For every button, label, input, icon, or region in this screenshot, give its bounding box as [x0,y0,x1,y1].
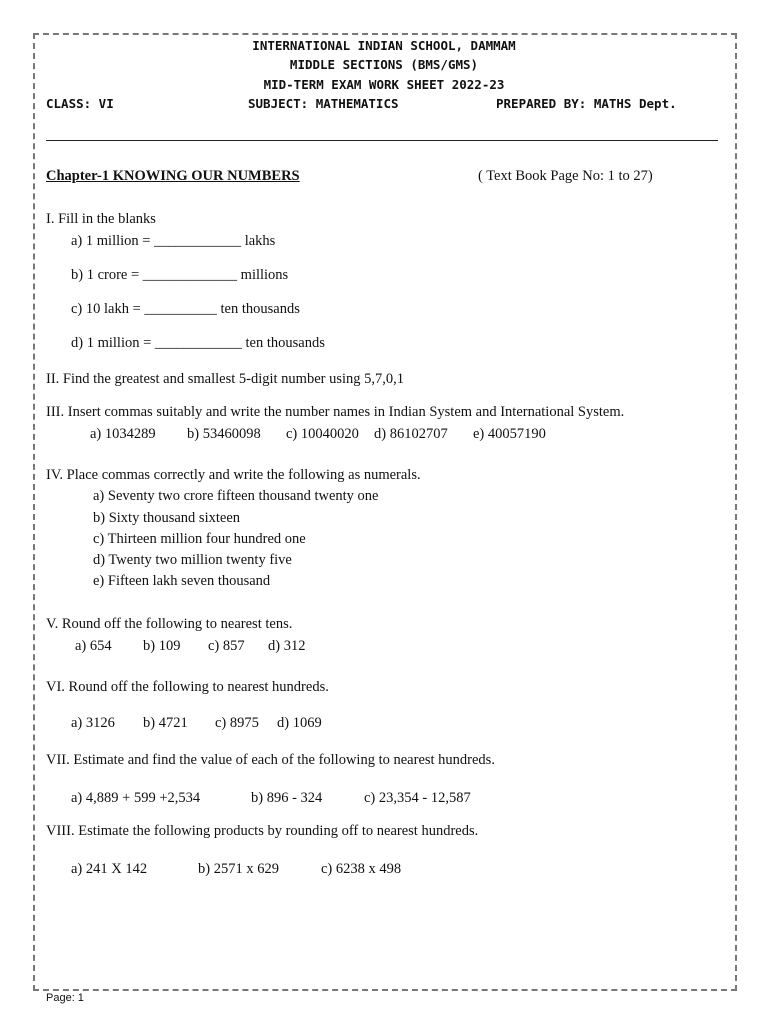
q2-title: II. Find the greatest and smallest 5-digit number using 5,7,0,1 [46,371,405,387]
q1-item-a: a) 1 million = ____________ lakhs [71,233,276,249]
q3-item-b: b) 53460098 [187,426,261,442]
chapter-title: Chapter-1 KNOWING OUR NUMBERS [46,168,300,184]
q7-item-c: c) 23,354 - 12,587 [364,790,471,806]
q1-item-d: d) 1 million = ____________ ten thousands [71,335,325,351]
q6-item-a: a) 3126 [71,715,115,731]
q4-item-e: e) Fifteen lakh seven thousand [93,573,271,589]
q6-item-b: b) 4721 [143,715,188,731]
page-number: Page: 1 [46,992,84,1004]
q3-title: III. Insert commas suitably and write the number names in Indian System and International System. [46,404,625,420]
prepared-by-label: PREPARED BY: MATHS Dept. [496,96,677,111]
q4-title: IV. Place commas correctly and write the following as numerals. [46,467,421,483]
q4-item-b: b) Sixty thousand sixteen [93,510,241,526]
q8-title: VIII. Estimate the following products by rounding off to nearest hundreds. [46,823,479,839]
q5-item-c: c) 857 [208,638,245,654]
subject-label: SUBJECT: MATHEMATICS [248,96,399,111]
q3-item-a: a) 1034289 [90,426,156,442]
section-name: MIDDLE SECTIONS (BMS/GMS) [289,57,479,72]
exam-title: MID-TERM EXAM WORK SHEET 2022-23 [263,77,505,92]
q3-item-e: e) 40057190 [473,426,546,442]
school-name: INTERNATIONAL INDIAN SCHOOL, DAMMAM [252,38,516,53]
q3-item-d: d) 86102707 [374,426,448,442]
q8-item-b: b) 2571 x 629 [198,861,279,877]
q8-item-c: c) 6238 x 498 [321,861,402,877]
q6-item-d: d) 1069 [277,715,322,731]
q4-item-a: a) Seventy two crore fifteen thousand twenty one [93,488,379,504]
q3-item-c: c) 10040020 [286,426,359,442]
class-label: CLASS: VI [46,96,114,111]
q7-item-a: a) 4,889 + 599 +2,534 [71,790,201,806]
q1-item-c: c) 10 lakh = __________ ten thousands [71,301,300,317]
q6-title: VI. Round off the following to nearest hundreds. [46,679,329,695]
q7-item-b: b) 896 - 324 [251,790,323,806]
q7-title: VII. Estimate and find the value of each of the following to nearest hundreds. [46,752,495,768]
q6-item-c: c) 8975 [215,715,259,731]
q4-item-d: d) Twenty two million twenty five [93,552,292,568]
header-divider [46,140,718,141]
q5-item-a: a) 654 [75,638,112,654]
q1-item-b: b) 1 crore = _____________ millions [71,267,289,283]
q5-title: V. Round off the following to nearest tens. [46,616,293,632]
textbook-reference: ( Text Book Page No: 1 to 27) [478,168,653,184]
q1-title: I. Fill in the blanks [46,211,156,227]
q4-item-c: c) Thirteen million four hundred one [93,531,306,547]
q8-item-a: a) 241 X 142 [71,861,148,877]
q5-item-b: b) 109 [143,638,181,654]
q5-item-d: d) 312 [268,638,306,654]
